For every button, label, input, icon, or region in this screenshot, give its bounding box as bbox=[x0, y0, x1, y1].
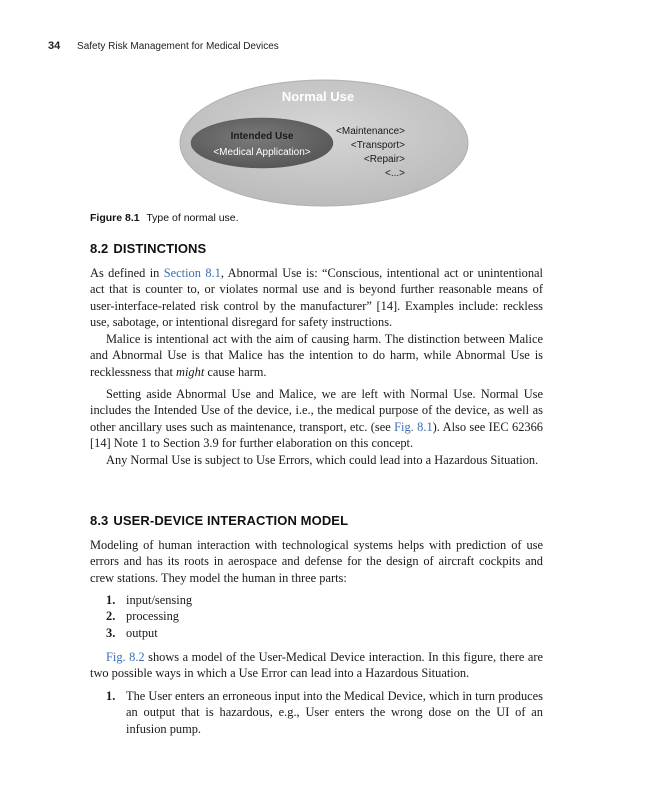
figure-caption bbox=[90, 212, 239, 224]
text-run: shows a model of the User-Medical Device interaction. In this figure, there are two possible ways in which a Use Error can lead into a Hazardous Situation. bbox=[90, 650, 543, 681]
text-run: cause harm. bbox=[204, 364, 267, 379]
text-run: , Abnormal Use is: “Conscious, intentional act or unintentional act that is counter to, or violates normal use and is beyond further reasonable means of user-interface-related risk control by the manufacturer” [14]. Examples include: reckless use, sabotage, or intentional disregard for safety instructions. bbox=[90, 266, 544, 330]
list-text: output bbox=[126, 625, 158, 640]
list-text: input/sensing bbox=[126, 593, 193, 607]
list-text: The User enters an erroneous input into the Medical Device, which in turn produces an output that is hazardous, e.g., User enters the wrong dose on the UI of an infusion pump. bbox=[126, 689, 543, 736]
section-heading-8-2 bbox=[90, 241, 206, 256]
list-item bbox=[106, 592, 192, 608]
list-text: processing bbox=[126, 609, 179, 624]
section-heading-8-3 bbox=[90, 513, 348, 528]
figure-caption-text: Type of normal use. bbox=[146, 212, 239, 224]
page-number: 34 bbox=[48, 40, 61, 52]
list-item bbox=[106, 688, 543, 737]
venn-diagram bbox=[178, 78, 470, 208]
section-8-1-link[interactable]: Section 8.1 bbox=[163, 266, 221, 280]
text-run: Malice is intentional act with the aim of causing harm. The distinction between Malice and Abnormal Use is that Malice has the intention to do harm, while Abnormal Use is recklessness that bbox=[90, 332, 543, 379]
use-item-maintenance: <Maintenance> bbox=[336, 126, 405, 137]
model-parts-list bbox=[106, 592, 192, 641]
running-header bbox=[48, 40, 279, 52]
italic-text: might bbox=[176, 364, 205, 379]
paragraph-normal-use bbox=[90, 386, 543, 452]
paragraph-abnormal-use bbox=[90, 265, 543, 331]
list-item bbox=[106, 625, 192, 641]
fig-8-2-link[interactable]: Fig. 8.2 bbox=[106, 650, 145, 664]
section-title: USER-DEVICE INTERACTION MODEL bbox=[113, 513, 349, 528]
paragraph-modeling: Modeling of human interaction with technological systems helps with prediction of use errors and has its roots in aerospace and defense for the design of aircraft cockpits and crew stations. They model the human in three parts: bbox=[90, 538, 543, 585]
figure-caption-label: Figure 8.1 bbox=[90, 212, 140, 224]
list-number: 1. bbox=[106, 593, 116, 607]
normal-use-label: Normal Use bbox=[281, 89, 355, 104]
section-number: 8.2 bbox=[90, 241, 109, 256]
list-number: 2. bbox=[106, 609, 116, 624]
figure-normal-use-diagram bbox=[178, 78, 470, 208]
list-number: 3. bbox=[106, 625, 116, 640]
list-number: 1. bbox=[106, 689, 116, 703]
paragraph-use-errors: Any Normal Use is subject to Use Errors, which could lead into a Hazardous Situation. bbox=[106, 453, 539, 467]
paragraph-malice bbox=[90, 331, 543, 380]
text-run: As defined in bbox=[90, 266, 164, 280]
section-number: 8.3 bbox=[90, 513, 109, 528]
intended-use-subtitle: <Medical Application> bbox=[213, 147, 311, 158]
paragraph-fig-8-2 bbox=[90, 649, 543, 682]
text-run: Setting aside Abnormal Use and Malice, we are left with Normal Use. Normal Use includes the Intended Use of the device, i.e., the medical purpose of the device, as well as other ancillary uses such as maintenance, transport, etc. (see bbox=[90, 387, 543, 434]
section-title: DISTINCTIONS bbox=[113, 241, 207, 256]
use-item-ellipsis: <...> bbox=[384, 168, 405, 179]
list-item bbox=[106, 608, 192, 624]
hazard-paths-list bbox=[106, 688, 543, 737]
use-item-transport: <Transport> bbox=[350, 140, 405, 151]
intended-use-ellipse bbox=[191, 118, 333, 168]
running-title: Safety Risk Management for Medical Devices bbox=[77, 41, 279, 52]
fig-8-1-link[interactable]: Fig. 8.1 bbox=[394, 419, 433, 434]
use-item-repair: <Repair> bbox=[363, 154, 405, 165]
intended-use-title: Intended Use bbox=[230, 131, 294, 142]
text-run: ). Also see IEC 62366 [14] Note 1 to Section 3.9 for further elaboration on this concept. bbox=[90, 419, 543, 451]
